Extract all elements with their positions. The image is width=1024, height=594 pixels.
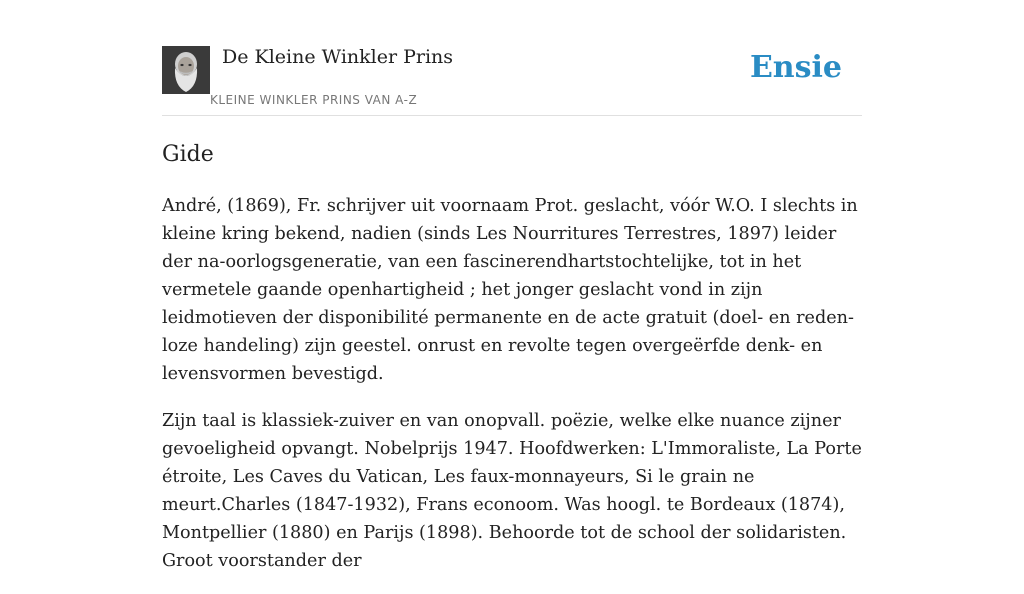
site-subtitle-link[interactable]: KLEINE WINKLER PRINS VAN A-Z — [210, 93, 418, 107]
ensie-logo-link[interactable]: Ensie — [749, 50, 842, 85]
bearded-man-portrait-icon — [162, 46, 210, 94]
site-title-link[interactable]: De Kleine Winkler Prins — [222, 46, 454, 68]
article-paragraph: André, (1869), Fr. schrijver uit voornaam Prot. geslacht, vóór W.O. I slechts in kleine kring bekend, nadien (sinds Les Nourritures Terrestres, 1897) leider der na-oorlogsgeneratie, van een fascinerendhartstochtelijke, tot in het vermetele gaande openhartigheid ; het jonger geslacht vond in zijn leidmotieven der disponibilité permanente en de acte gratuit (doel- en reden-loze handeling) zijn geestel. onrust en revolte tegen overgeërfde denk- en levensvormen bevestigd. — [162, 196, 858, 384]
avatar[interactable] — [162, 46, 210, 94]
entry-title: Gide — [162, 142, 214, 167]
article-paragraph: Zijn taal is klassiek-zuiver en van onopvall. poëzie, welke elke nuance zijner gevoeligheid opvangt. Nobelprijs 1947. Hoofdwerken: L'Immoraliste, La Porte étroite, Les Caves du Vatican, Les faux-monnayeurs, Si le grain ne meurt.Charles (1847-1932), Frans econoom. Was hoogl. te Bordeaux (1874), Montpellier (1880) en Parijs (1898). Behoorde tot de school der solidaristen. Groot voorstander der — [162, 411, 862, 571]
site-header — [162, 44, 862, 116]
article-content — [162, 140, 862, 594]
